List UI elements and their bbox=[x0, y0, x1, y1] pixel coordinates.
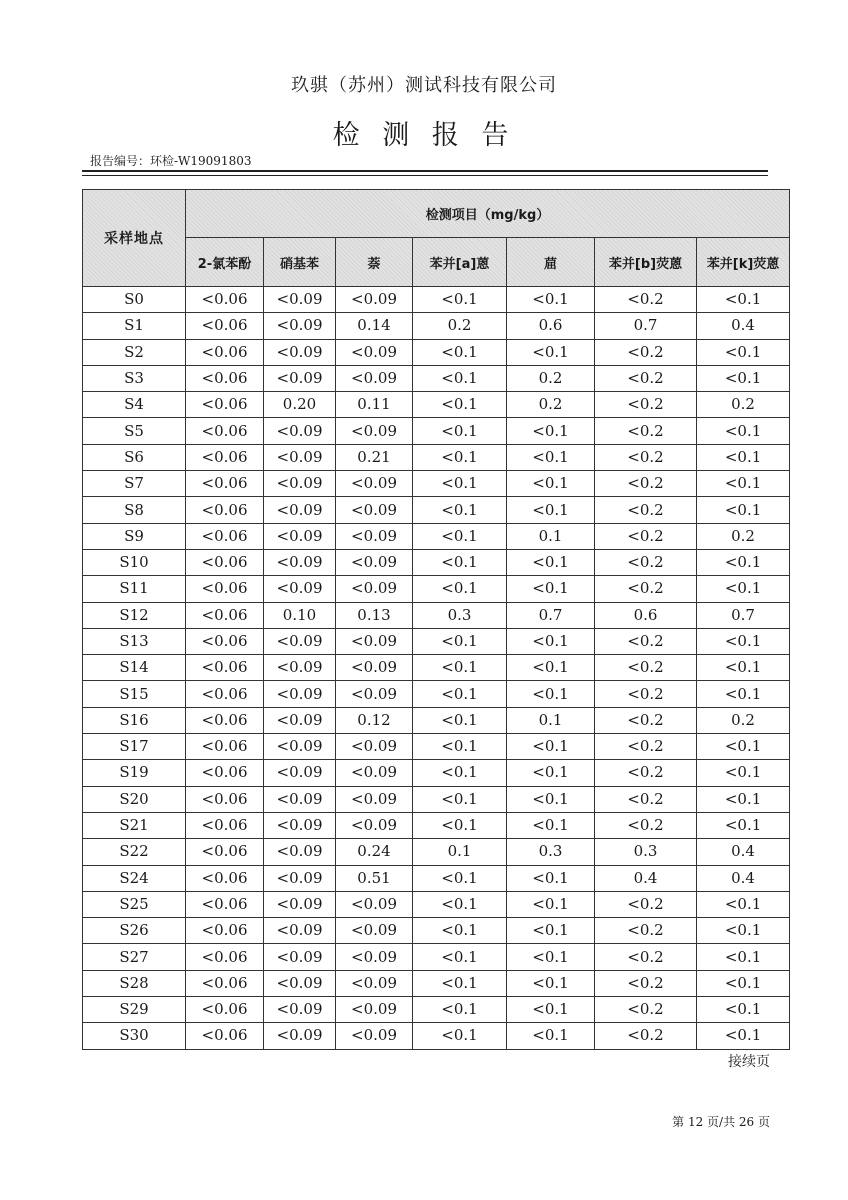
value-cell: <0.06 bbox=[186, 865, 264, 891]
site-cell: S11 bbox=[83, 576, 186, 602]
value-cell: <0.2 bbox=[595, 523, 697, 549]
value-cell: <0.2 bbox=[595, 918, 697, 944]
value-cell: <0.1 bbox=[507, 418, 595, 444]
value-cell: <0.2 bbox=[595, 471, 697, 497]
column-header: 苯并[k]荧蒽 bbox=[697, 238, 790, 287]
value-cell: <0.06 bbox=[186, 471, 264, 497]
value-cell: <0.1 bbox=[507, 812, 595, 838]
value-cell: <0.06 bbox=[186, 707, 264, 733]
value-cell: <0.09 bbox=[264, 576, 336, 602]
site-cell: S26 bbox=[83, 918, 186, 944]
value-cell: <0.06 bbox=[186, 944, 264, 970]
column-header: 苯并[b]荧蒽 bbox=[595, 238, 697, 287]
value-cell: <0.06 bbox=[186, 891, 264, 917]
column-header: 2-氯苯酚 bbox=[186, 238, 264, 287]
table-row bbox=[83, 707, 790, 733]
table-row bbox=[83, 392, 790, 418]
value-cell: <0.09 bbox=[264, 339, 336, 365]
value-cell: <0.09 bbox=[336, 471, 413, 497]
table-row bbox=[83, 628, 790, 654]
table-row bbox=[83, 891, 790, 917]
value-cell: <0.09 bbox=[264, 444, 336, 470]
value-cell: <0.09 bbox=[264, 628, 336, 654]
value-cell: <0.09 bbox=[336, 970, 413, 996]
value-cell: 0.7 bbox=[595, 313, 697, 339]
column-header: 萘 bbox=[336, 238, 413, 287]
value-cell: <0.1 bbox=[697, 786, 790, 812]
table-row bbox=[83, 760, 790, 786]
value-cell: <0.1 bbox=[697, 760, 790, 786]
site-cell: S19 bbox=[83, 760, 186, 786]
value-cell: <0.09 bbox=[336, 944, 413, 970]
site-cell: S28 bbox=[83, 970, 186, 996]
table-row bbox=[83, 918, 790, 944]
table-row bbox=[83, 444, 790, 470]
value-cell: <0.06 bbox=[186, 681, 264, 707]
site-cell: S3 bbox=[83, 365, 186, 391]
value-cell: <0.1 bbox=[413, 681, 507, 707]
value-cell: <0.2 bbox=[595, 392, 697, 418]
table-row bbox=[83, 365, 790, 391]
value-cell: <0.09 bbox=[336, 812, 413, 838]
value-cell: <0.2 bbox=[595, 734, 697, 760]
table-row bbox=[83, 997, 790, 1023]
value-cell: <0.1 bbox=[413, 734, 507, 760]
value-cell: 0.2 bbox=[697, 392, 790, 418]
value-cell: 0.13 bbox=[336, 602, 413, 628]
table-row bbox=[83, 970, 790, 996]
value-cell: <0.1 bbox=[697, 997, 790, 1023]
company-name: 玖骐（苏州）测试科技有限公司 bbox=[291, 75, 557, 96]
table-row bbox=[83, 497, 790, 523]
value-cell: <0.1 bbox=[697, 655, 790, 681]
value-cell: <0.1 bbox=[507, 576, 595, 602]
table-row bbox=[83, 287, 790, 313]
value-cell: <0.09 bbox=[264, 313, 336, 339]
value-cell: <0.1 bbox=[507, 734, 595, 760]
value-cell: <0.06 bbox=[186, 365, 264, 391]
value-cell: <0.1 bbox=[507, 760, 595, 786]
table-row bbox=[83, 418, 790, 444]
value-cell: <0.1 bbox=[413, 365, 507, 391]
value-cell: <0.06 bbox=[186, 655, 264, 681]
value-cell: <0.1 bbox=[507, 786, 595, 812]
value-cell: <0.09 bbox=[336, 549, 413, 575]
value-cell: <0.1 bbox=[413, 287, 507, 313]
value-cell: <0.2 bbox=[595, 576, 697, 602]
value-cell: <0.1 bbox=[507, 497, 595, 523]
value-cell: <0.09 bbox=[264, 891, 336, 917]
value-cell: <0.1 bbox=[413, 891, 507, 917]
value-cell: <0.06 bbox=[186, 734, 264, 760]
value-cell: <0.2 bbox=[595, 760, 697, 786]
value-cell: <0.1 bbox=[507, 471, 595, 497]
site-cell: S2 bbox=[83, 339, 186, 365]
value-cell: <0.1 bbox=[413, 523, 507, 549]
value-cell: 0.2 bbox=[507, 392, 595, 418]
value-cell: <0.1 bbox=[697, 812, 790, 838]
value-cell: 0.4 bbox=[697, 865, 790, 891]
test-items-header: 检测项目（mg/kg） bbox=[186, 190, 790, 238]
value-cell: <0.09 bbox=[336, 655, 413, 681]
value-cell: <0.06 bbox=[186, 287, 264, 313]
value-cell: <0.2 bbox=[595, 891, 697, 917]
value-cell: <0.09 bbox=[336, 339, 413, 365]
value-cell: <0.1 bbox=[697, 339, 790, 365]
results-table bbox=[82, 189, 790, 1050]
table-row bbox=[83, 839, 790, 865]
value-cell: <0.1 bbox=[697, 918, 790, 944]
site-cell: S17 bbox=[83, 734, 186, 760]
value-cell: 0.14 bbox=[336, 313, 413, 339]
value-cell: <0.09 bbox=[264, 865, 336, 891]
value-cell: <0.1 bbox=[697, 891, 790, 917]
value-cell: 0.3 bbox=[507, 839, 595, 865]
site-cell: S30 bbox=[83, 1023, 186, 1049]
site-cell: S10 bbox=[83, 549, 186, 575]
column-header: 苯并[a]蒽 bbox=[413, 238, 507, 287]
value-cell: <0.1 bbox=[507, 891, 595, 917]
value-cell: 0.20 bbox=[264, 392, 336, 418]
value-cell: <0.1 bbox=[507, 918, 595, 944]
value-cell: <0.1 bbox=[507, 655, 595, 681]
value-cell: <0.09 bbox=[264, 549, 336, 575]
value-cell: <0.06 bbox=[186, 523, 264, 549]
value-cell: <0.09 bbox=[336, 734, 413, 760]
table-row bbox=[83, 865, 790, 891]
column-header: 䓛 bbox=[507, 238, 595, 287]
site-cell: S20 bbox=[83, 786, 186, 812]
site-cell: S9 bbox=[83, 523, 186, 549]
value-cell: <0.2 bbox=[595, 418, 697, 444]
header-rule-thick bbox=[82, 170, 768, 172]
table-row bbox=[83, 1023, 790, 1049]
value-cell: <0.06 bbox=[186, 602, 264, 628]
value-cell: <0.09 bbox=[264, 760, 336, 786]
value-cell: <0.2 bbox=[595, 287, 697, 313]
table-row bbox=[83, 734, 790, 760]
continued-note: 接续页 bbox=[728, 1054, 770, 1070]
value-cell: <0.09 bbox=[264, 786, 336, 812]
value-cell: <0.06 bbox=[186, 313, 264, 339]
value-cell: <0.09 bbox=[336, 418, 413, 444]
document-title: 检 测 报 告 bbox=[332, 120, 516, 151]
table-row bbox=[83, 471, 790, 497]
value-cell: <0.1 bbox=[413, 497, 507, 523]
value-cell: <0.1 bbox=[697, 576, 790, 602]
value-cell: <0.2 bbox=[595, 681, 697, 707]
value-cell: <0.09 bbox=[264, 970, 336, 996]
value-cell: <0.1 bbox=[413, 707, 507, 733]
value-cell: <0.1 bbox=[413, 944, 507, 970]
value-cell: 0.6 bbox=[507, 313, 595, 339]
site-cell: S0 bbox=[83, 287, 186, 313]
value-cell: <0.1 bbox=[507, 549, 595, 575]
value-cell: <0.06 bbox=[186, 339, 264, 365]
site-cell: S27 bbox=[83, 944, 186, 970]
value-cell: <0.06 bbox=[186, 497, 264, 523]
value-cell: <0.1 bbox=[413, 655, 507, 681]
value-cell: <0.2 bbox=[595, 970, 697, 996]
value-cell: 0.10 bbox=[264, 602, 336, 628]
value-cell: <0.1 bbox=[507, 865, 595, 891]
value-cell: <0.09 bbox=[264, 918, 336, 944]
site-cell: S25 bbox=[83, 891, 186, 917]
value-cell: <0.06 bbox=[186, 812, 264, 838]
value-cell: <0.09 bbox=[264, 812, 336, 838]
table-row bbox=[83, 944, 790, 970]
value-cell: <0.1 bbox=[697, 418, 790, 444]
value-cell: <0.09 bbox=[336, 891, 413, 917]
site-cell: S24 bbox=[83, 865, 186, 891]
value-cell: 0.4 bbox=[595, 865, 697, 891]
value-cell: <0.06 bbox=[186, 1023, 264, 1049]
site-cell: S16 bbox=[83, 707, 186, 733]
value-cell: <0.09 bbox=[336, 523, 413, 549]
column-header: 硝基苯 bbox=[264, 238, 336, 287]
value-cell: 0.7 bbox=[507, 602, 595, 628]
value-cell: <0.1 bbox=[507, 997, 595, 1023]
value-cell: <0.1 bbox=[697, 734, 790, 760]
value-cell: <0.06 bbox=[186, 418, 264, 444]
table-row bbox=[83, 655, 790, 681]
value-cell: <0.09 bbox=[264, 471, 336, 497]
value-cell: <0.1 bbox=[413, 970, 507, 996]
value-cell: <0.09 bbox=[264, 418, 336, 444]
value-cell: <0.2 bbox=[595, 786, 697, 812]
value-cell: 0.4 bbox=[697, 839, 790, 865]
site-cell: S5 bbox=[83, 418, 186, 444]
value-cell: <0.1 bbox=[697, 287, 790, 313]
value-cell: <0.09 bbox=[264, 997, 336, 1023]
value-cell: <0.09 bbox=[264, 287, 336, 313]
value-cell: <0.06 bbox=[186, 576, 264, 602]
value-cell: <0.09 bbox=[264, 734, 336, 760]
value-cell: 0.6 bbox=[595, 602, 697, 628]
value-cell: 0.21 bbox=[336, 444, 413, 470]
value-cell: <0.06 bbox=[186, 997, 264, 1023]
value-cell: <0.09 bbox=[264, 944, 336, 970]
site-cell: S21 bbox=[83, 812, 186, 838]
value-cell: <0.1 bbox=[507, 944, 595, 970]
site-cell: S6 bbox=[83, 444, 186, 470]
value-cell: <0.2 bbox=[595, 1023, 697, 1049]
value-cell: <0.09 bbox=[264, 365, 336, 391]
value-cell: <0.09 bbox=[264, 839, 336, 865]
site-cell: S1 bbox=[83, 313, 186, 339]
value-cell: 0.2 bbox=[697, 523, 790, 549]
table-row bbox=[83, 786, 790, 812]
value-cell: <0.1 bbox=[413, 865, 507, 891]
site-column-header: 采样地点 bbox=[83, 190, 186, 287]
value-cell: <0.1 bbox=[413, 444, 507, 470]
value-cell: <0.1 bbox=[697, 944, 790, 970]
table-row bbox=[83, 681, 790, 707]
value-cell: <0.1 bbox=[697, 1023, 790, 1049]
value-cell: <0.09 bbox=[336, 760, 413, 786]
value-cell: 0.7 bbox=[697, 602, 790, 628]
value-cell: 0.12 bbox=[336, 707, 413, 733]
value-cell: <0.09 bbox=[264, 707, 336, 733]
value-cell: <0.09 bbox=[336, 918, 413, 944]
table-row bbox=[83, 313, 790, 339]
value-cell: <0.2 bbox=[595, 339, 697, 365]
value-cell: <0.09 bbox=[336, 576, 413, 602]
table-row bbox=[83, 339, 790, 365]
value-cell: <0.2 bbox=[595, 549, 697, 575]
value-cell: <0.2 bbox=[595, 444, 697, 470]
value-cell: <0.1 bbox=[697, 365, 790, 391]
page-number: 第 12 页/共 26 页 bbox=[672, 1115, 770, 1129]
site-cell: S7 bbox=[83, 471, 186, 497]
value-cell: <0.1 bbox=[413, 918, 507, 944]
value-cell: <0.1 bbox=[413, 339, 507, 365]
value-cell: <0.06 bbox=[186, 549, 264, 575]
value-cell: 0.3 bbox=[413, 602, 507, 628]
value-cell: 0.51 bbox=[336, 865, 413, 891]
value-cell: <0.1 bbox=[413, 760, 507, 786]
table-row bbox=[83, 576, 790, 602]
value-cell: <0.09 bbox=[336, 628, 413, 654]
value-cell: <0.2 bbox=[595, 365, 697, 391]
value-cell: <0.2 bbox=[595, 812, 697, 838]
value-cell: <0.09 bbox=[264, 655, 336, 681]
value-cell: <0.09 bbox=[336, 786, 413, 812]
value-cell: 0.2 bbox=[413, 313, 507, 339]
value-cell: <0.06 bbox=[186, 444, 264, 470]
value-cell: <0.09 bbox=[336, 681, 413, 707]
value-cell: <0.1 bbox=[413, 392, 507, 418]
value-cell: <0.1 bbox=[413, 549, 507, 575]
site-cell: S13 bbox=[83, 628, 186, 654]
value-cell: <0.1 bbox=[507, 628, 595, 654]
report-number: 报告编号：环检-W19091803 bbox=[90, 154, 252, 168]
value-cell: <0.1 bbox=[697, 549, 790, 575]
value-cell: <0.1 bbox=[507, 287, 595, 313]
value-cell: <0.1 bbox=[507, 970, 595, 996]
value-cell: <0.1 bbox=[413, 628, 507, 654]
value-cell: <0.06 bbox=[186, 786, 264, 812]
value-cell: 0.4 bbox=[697, 313, 790, 339]
value-cell: <0.1 bbox=[697, 970, 790, 996]
value-cell: <0.1 bbox=[413, 786, 507, 812]
value-cell: <0.1 bbox=[697, 628, 790, 654]
value-cell: 0.2 bbox=[697, 707, 790, 733]
value-cell: <0.06 bbox=[186, 628, 264, 654]
value-cell: 0.1 bbox=[413, 839, 507, 865]
value-cell: <0.09 bbox=[264, 523, 336, 549]
value-cell: 0.24 bbox=[336, 839, 413, 865]
site-cell: S15 bbox=[83, 681, 186, 707]
value-cell: 0.3 bbox=[595, 839, 697, 865]
site-cell: S12 bbox=[83, 602, 186, 628]
value-cell: <0.09 bbox=[336, 1023, 413, 1049]
value-cell: <0.1 bbox=[507, 681, 595, 707]
value-cell: <0.1 bbox=[697, 681, 790, 707]
site-cell: S4 bbox=[83, 392, 186, 418]
value-cell: 0.2 bbox=[507, 365, 595, 391]
value-cell: <0.1 bbox=[413, 997, 507, 1023]
value-cell: <0.1 bbox=[697, 497, 790, 523]
value-cell: <0.06 bbox=[186, 760, 264, 786]
site-cell: S22 bbox=[83, 839, 186, 865]
site-cell: S14 bbox=[83, 655, 186, 681]
value-cell: <0.2 bbox=[595, 997, 697, 1023]
value-cell: 0.1 bbox=[507, 523, 595, 549]
value-cell: <0.09 bbox=[336, 497, 413, 523]
site-cell: S8 bbox=[83, 497, 186, 523]
value-cell: 0.11 bbox=[336, 392, 413, 418]
value-cell: <0.1 bbox=[413, 812, 507, 838]
value-cell: <0.2 bbox=[595, 655, 697, 681]
value-cell: <0.1 bbox=[507, 339, 595, 365]
value-cell: <0.09 bbox=[336, 365, 413, 391]
value-cell: <0.1 bbox=[413, 1023, 507, 1049]
table-row bbox=[83, 602, 790, 628]
value-cell: <0.06 bbox=[186, 918, 264, 944]
value-cell: <0.2 bbox=[595, 944, 697, 970]
value-cell: <0.1 bbox=[413, 576, 507, 602]
value-cell: <0.09 bbox=[336, 287, 413, 313]
value-cell: <0.1 bbox=[697, 471, 790, 497]
value-cell: 0.1 bbox=[507, 707, 595, 733]
site-cell: S29 bbox=[83, 997, 186, 1023]
value-cell: <0.09 bbox=[264, 1023, 336, 1049]
value-cell: <0.06 bbox=[186, 839, 264, 865]
value-cell: <0.09 bbox=[336, 997, 413, 1023]
value-cell: <0.09 bbox=[264, 681, 336, 707]
value-cell: <0.1 bbox=[507, 1023, 595, 1049]
value-cell: <0.06 bbox=[186, 970, 264, 996]
value-cell: <0.06 bbox=[186, 392, 264, 418]
value-cell: <0.1 bbox=[507, 444, 595, 470]
value-cell: <0.09 bbox=[264, 497, 336, 523]
value-cell: <0.2 bbox=[595, 707, 697, 733]
value-cell: <0.1 bbox=[697, 444, 790, 470]
value-cell: <0.2 bbox=[595, 628, 697, 654]
value-cell: <0.1 bbox=[413, 418, 507, 444]
value-cell: <0.1 bbox=[413, 471, 507, 497]
header-rule-thin bbox=[82, 175, 768, 176]
value-cell: <0.2 bbox=[595, 497, 697, 523]
table-row bbox=[83, 812, 790, 838]
table-row bbox=[83, 549, 790, 575]
table-row bbox=[83, 523, 790, 549]
